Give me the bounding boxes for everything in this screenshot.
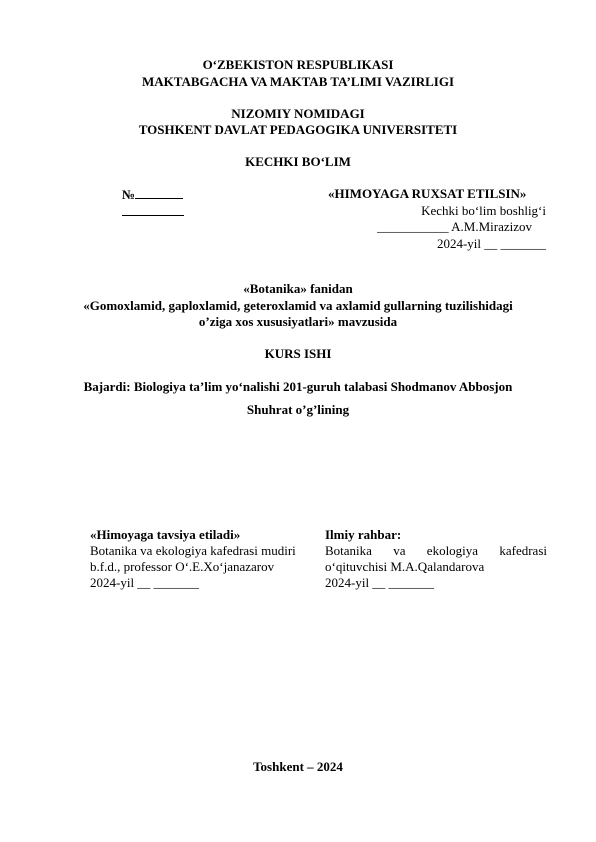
supervisor-line2: o‘qituvchisi M.A.Qalandarova — [325, 559, 485, 574]
topic-title-line1: «Gomoxlamid, gaploxlamid, geteroxlamid va axlamid gullarning tuzilishidagi — [83, 298, 513, 313]
number-blank — [135, 186, 183, 199]
topic-title-line2: o’ziga xos xususiyatlari» mavzusida — [198, 314, 398, 329]
recommend-block — [90, 527, 318, 591]
number-field — [122, 186, 183, 203]
supervisor-block — [325, 527, 547, 591]
approval-name: ___________ A.M.Mirazizov — [377, 219, 532, 234]
ministry-line: MAKTABGACHA VA MAKTAB TA’LIMI VAZIRLIGI — [141, 74, 455, 89]
department-line: KECHKI BO‘LIM — [245, 154, 351, 169]
work-type: KURS ISHI — [264, 346, 332, 361]
republic-line: O‘ZBEKISTON RESPUBLIKASI — [202, 57, 394, 72]
approval-role: Kechki bo‘lim boshlig‘i — [421, 203, 546, 218]
place-year: Toshkent – 2024 — [253, 759, 343, 774]
number-second-blank — [122, 203, 184, 220]
recommend-title: «Himoyaga tavsiya etiladi» — [90, 527, 241, 542]
supervisor-date: 2024-yil __ _______ — [325, 575, 435, 590]
supervisor-title: Ilmiy rahbar: — [325, 527, 402, 542]
author-line1: Bajardi: Biologiya ta’lim yo‘nalishi 201-guruh talabasi Shodmanov Abbosjon — [83, 379, 513, 394]
number-sign: № — [122, 187, 136, 202]
approval-title: «HIMOYAGA RUXSAT ETILSIN» — [328, 186, 527, 201]
university-line: TOSHKENT DAVLAT PEDAGOGIKA UNIVERSITETI — [138, 122, 458, 137]
subject-line: «Botanika» fanidan — [243, 281, 353, 296]
recommend-date: 2024-yil __ _______ — [90, 575, 200, 590]
named-after-line: NIZOMIY NOMIDAGI — [231, 106, 365, 121]
recommend-line1: Botanika va ekologiya kafedrasi mudiri — [90, 543, 296, 558]
approval-date: 2024-yil __ _______ — [436, 236, 546, 251]
supervisor-line1: Botanika va ekologiya kafedrasi — [325, 543, 547, 558]
author-line2: Shuhrat o’g’lining — [246, 402, 350, 417]
recommend-line2: b.f.d., professor O‘.E.Xo‘janazarov — [90, 559, 275, 574]
